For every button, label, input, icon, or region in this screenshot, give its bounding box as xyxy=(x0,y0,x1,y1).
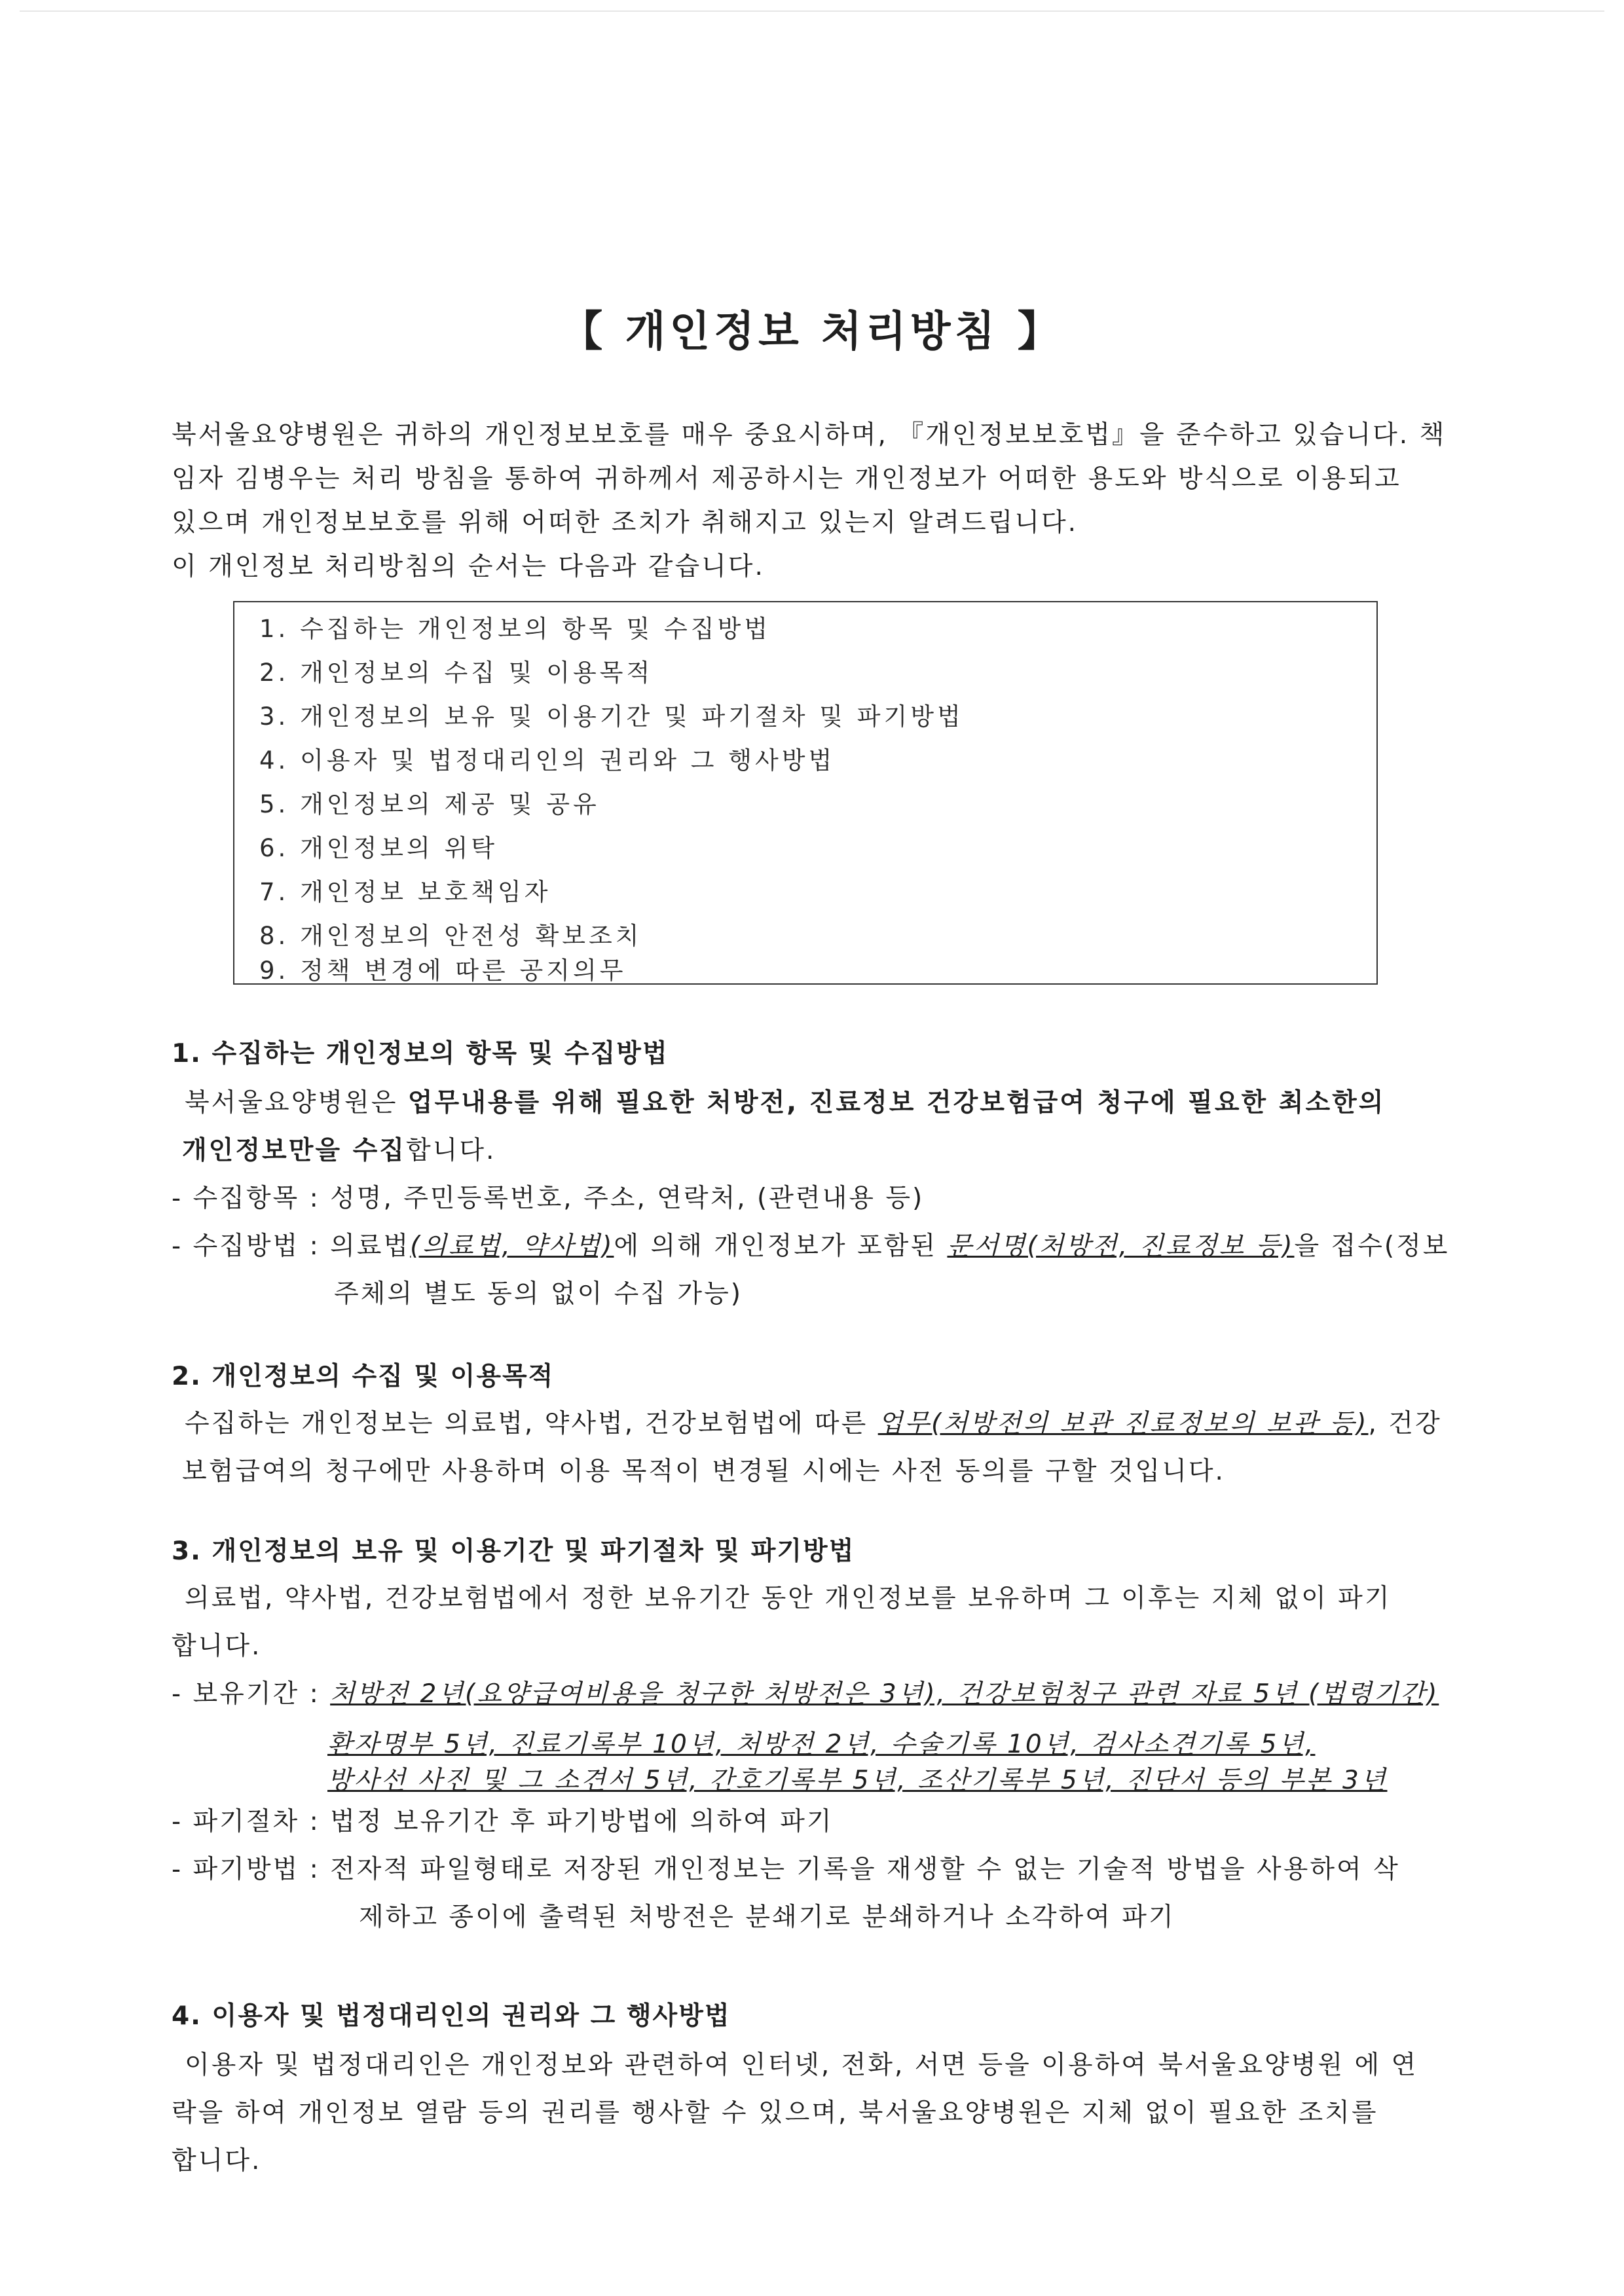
section-1-paragraph-line-2 xyxy=(182,1138,496,1163)
section-2-p1-b: 업무(처방전의 보관 진료정보의 보관 등) xyxy=(877,1409,1369,1438)
section-3-retention-1: 처방전 2년(요양급여비용을 청구한 처방전은 3년), 건강보험청구 관련 자료 5년 (법령기간) xyxy=(330,1679,1439,1709)
section-1-method-label: - 수집방법 : xyxy=(172,1231,331,1261)
section-3-retention-line-3 xyxy=(327,1768,1388,1793)
section-1-method-c: 에 의해 개인정보가 포함된 xyxy=(614,1231,948,1261)
section-4-heading: 4. 이용자 및 법정대리인의 권리와 그 행사방법 xyxy=(172,2001,731,2031)
toc-item-2: 2. 개인정보의 수집 및 이용목적 xyxy=(259,659,654,687)
section-1-paragraph-line-1 xyxy=(185,1090,1385,1116)
section-3-retention-2: 환자명부 5년, 진료기록부 10년, 처방전 2년, 수술기록 10년, 검사소견기록 5년, xyxy=(327,1730,1316,1759)
document-title: 【 개인정보 처리방침 】 xyxy=(561,308,1063,356)
intro-line-2: 임자 김병우는 처리 방침을 통하여 귀하께서 제공하시는 개인정보가 어떠한 용도와 방식으로 이용되고 xyxy=(172,464,1401,494)
section-4-paragraph-line-1: 이용자 및 법정대리인은 개인정보와 관련하여 인터넷, 전화, 서면 등을 이용하여 북서울요양병원 에 연 xyxy=(185,2050,1418,2080)
section-2-p1-c: , 건강 xyxy=(1368,1409,1442,1438)
section-1-p2-bold: 개인정보만을 수집 xyxy=(182,1136,406,1165)
toc-item-7: 7. 개인정보 보호책임자 xyxy=(259,878,551,906)
section-2-p1-a: 수집하는 개인정보는 의료법, 약사법, 건강보험법에 따른 xyxy=(185,1409,878,1438)
section-3-retention-3: 방사선 사진 및 그 소견서 5년, 간호기록부 5년, 조산기록부 5년, 진단서 등의 부본 3년 xyxy=(327,1766,1388,1795)
section-1-method-d: 문서명(처방전, 진료정보 등) xyxy=(947,1231,1295,1261)
toc-item-3: 3. 개인정보의 보유 및 이용기간 및 파기절차 및 파기방법 xyxy=(259,702,964,731)
section-2-paragraph-line-2: 보험급여의 청구에만 사용하며 이용 목적이 변경될 시에는 사전 동의를 구할 것입니다. xyxy=(182,1457,1225,1486)
toc-box xyxy=(233,601,1378,985)
intro-line-3: 있으며 개인정보보호를 위해 어떠한 조치가 취해지고 있는지 알려드립니다. xyxy=(172,508,1079,538)
section-1-p2-plain: 합니다. xyxy=(405,1136,496,1165)
section-3-procedure-line xyxy=(172,1809,834,1834)
section-3-retention-label: - 보유기간 : xyxy=(172,1679,331,1709)
section-3-method-continuation: 제하고 종이에 출력된 처방전은 분쇄기로 분쇄하거나 소각하여 파기 xyxy=(359,1903,1175,1932)
section-3-method-line xyxy=(172,1857,1400,1882)
section-4-paragraph-line-2: 락을 하여 개인정보 열람 등의 권리를 행사할 수 있으며, 북서울요양병원은 지체 없이 필요한 조치를 xyxy=(172,2098,1378,2128)
section-1-method-continuation: 주체의 별도 동의 없이 수집 가능) xyxy=(334,1279,743,1309)
section-3-paragraph-line-1: 의료법, 약사법, 건강보험법에서 정한 보유기간 동안 개인정보를 보유하며 그 이후는 지체 없이 파기 xyxy=(185,1584,1392,1613)
section-3-retention-line-2 xyxy=(327,1732,1315,1757)
intro-line-4: 이 개인정보 처리방침의 순서는 다음과 같습니다. xyxy=(172,552,765,581)
section-1-method-a: 의료법 xyxy=(330,1231,411,1261)
section-3-procedure-text: 법정 보유기간 후 파기방법에 의하여 파기 xyxy=(330,1807,834,1836)
section-2-heading: 2. 개인정보의 수집 및 이용목적 xyxy=(172,1362,555,1391)
toc-item-8: 8. 개인정보의 안전성 확보조치 xyxy=(259,922,642,950)
section-1-method-line xyxy=(172,1233,1449,1259)
section-3-paragraph-line-2: 합니다. xyxy=(172,1631,262,1661)
section-1-method-e: 을 접수(정보 xyxy=(1294,1231,1450,1261)
section-1-items-line xyxy=(172,1186,924,1211)
section-3-heading: 3. 개인정보의 보유 및 이용기간 및 파기절차 및 파기방법 xyxy=(172,1537,855,1566)
section-1-items-text: 성명, 주민등록번호, 주소, 연락처, (관련내용 등) xyxy=(330,1184,925,1213)
section-1-method-b: (의료법, 약사법) xyxy=(410,1231,614,1261)
toc-item-5: 5. 개인정보의 제공 및 공유 xyxy=(259,790,600,818)
section-1-p1-bold: 업무내용를 위해 필요한 처방전, 진료정보 건강보험급여 청구에 필요한 최소한의 xyxy=(407,1088,1386,1118)
section-3-method-text: 전자적 파일형태로 저장된 개인정보는 기록을 재생할 수 없는 기술적 방법을 사용하여 삭 xyxy=(330,1855,1400,1884)
section-2-paragraph-line-1 xyxy=(185,1411,1442,1436)
section-4-paragraph-line-3: 합니다. xyxy=(172,2146,262,2176)
section-3-retention-line-1 xyxy=(172,1681,1439,1707)
toc-item-1: 1. 수집하는 개인정보의 항목 및 수집방법 xyxy=(259,615,771,643)
intro-line-1: 북서울요양병원은 귀하의 개인정보보호를 매우 중요시하며, 『개인정보보호법』을 준수하고 있습니다. 책 xyxy=(172,420,1447,450)
toc-item-4: 4. 이용자 및 법정대리인의 권리와 그 행사방법 xyxy=(259,746,836,774)
page-top-rule xyxy=(20,10,1604,12)
section-3-method-label: - 파기방법 : xyxy=(172,1855,331,1884)
toc-item-9: 9. 정책 변경에 따른 공지의무 xyxy=(259,957,627,985)
section-1-heading: 1. 수집하는 개인정보의 항목 및 수집방법 xyxy=(172,1039,669,1068)
section-3-procedure-label: - 파기절차 : xyxy=(172,1807,331,1836)
section-1-p1-plain: 북서울요양병원은 xyxy=(185,1088,408,1118)
section-1-items-label: - 수집항목 : xyxy=(172,1184,331,1213)
toc-item-6: 6. 개인정보의 위탁 xyxy=(259,834,498,862)
